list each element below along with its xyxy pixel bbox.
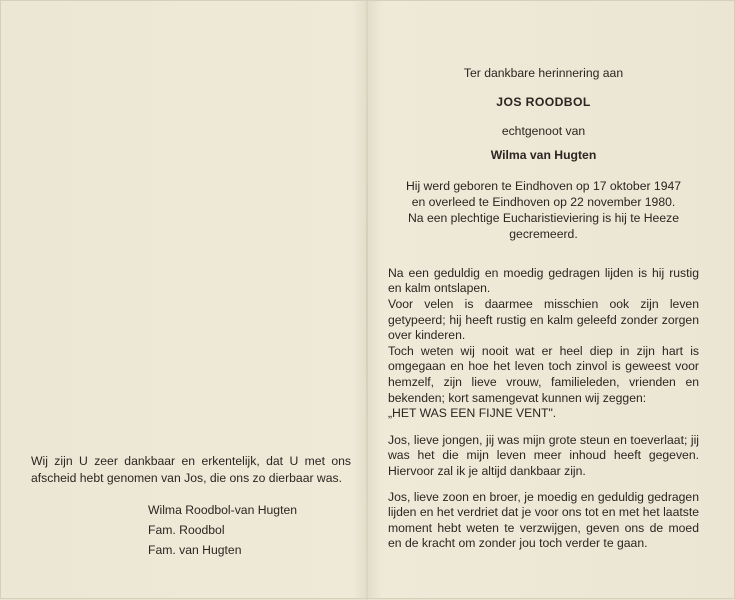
reflection-paragraph-2: Voor velen is daarmee misschien ook zijn leven getypeerd; hij heeft rustig en kalm geleefd zonder zorgen over kinderen. [388,296,699,343]
left-panel [31,453,351,560]
wife-message-text: Jos, lieve jongen, jij was mijn grote steun en toeverlaat; jij was het die mijn leven meer inhoud heeft gegeven. Hiervoor zal ik je altijd dankbaar zijn. [388,432,699,478]
signature-fam-van-hugten: Fam. van Hugten [148,543,242,557]
family-message-text: Jos, lieve zoon en broer, je moedig en geduldig gedragen lijden en het verdriet dat je voor ons tot en met het laatste moment hebt weten te verzwijgen, geven ons de moed en de kracht om zonder jou toch verder te gaan. [388,489,699,551]
signature-wilma: Wilma Roodbol-van Hugten [148,503,298,517]
bio-line-2: en overleed te Eindhoven op 22 november 1980. [411,194,676,209]
reflection-quote: „HET WAS EEN FIJNE VENT". [388,406,557,421]
signatures [31,500,351,560]
spouse-name: Wilma van Hugten [490,148,597,163]
right-panel [388,65,699,552]
bio-line-1: Hij werd geboren te Eindhoven op 17 oktober 1947 [405,178,682,193]
family-message [388,490,699,552]
bio-line-4: gecremeerd. [509,226,578,241]
intro-line: Ter dankbare herinnering aan [463,66,624,80]
bio-line-3: Na een plechtige Eucharistieviering is hij te Heeze [408,210,679,225]
thanks-text: Wij zijn U zeer dankbaar en erkentelijk, dat U met ons afscheid hebt genomen van Jos, die ons zo dierbaar was. [31,454,351,485]
signature-fam-roodbol: Fam. Roodbol [148,523,225,537]
spouse-label: echtgenoot van [501,123,586,138]
wife-message [388,433,699,480]
deceased-name: JOS ROODBOL [496,95,591,109]
reflection-paragraph-3: Toch weten wij nooit wat er heel diep in zijn hart is omgegaan en hoe het leven toch zinvol is geweest voor hemzelf, zijn lieve vrouw, familieleden, vrienden en bekenden; kort samengevat kunnen wij zeggen: [388,343,699,405]
biography [388,178,699,242]
reflection-block [388,266,699,422]
reflection-paragraph-1: Na een geduldig en moedig gedragen lijden is hij rustig en kalm ontslapen. [388,265,699,296]
card-fold-line [366,1,368,600]
